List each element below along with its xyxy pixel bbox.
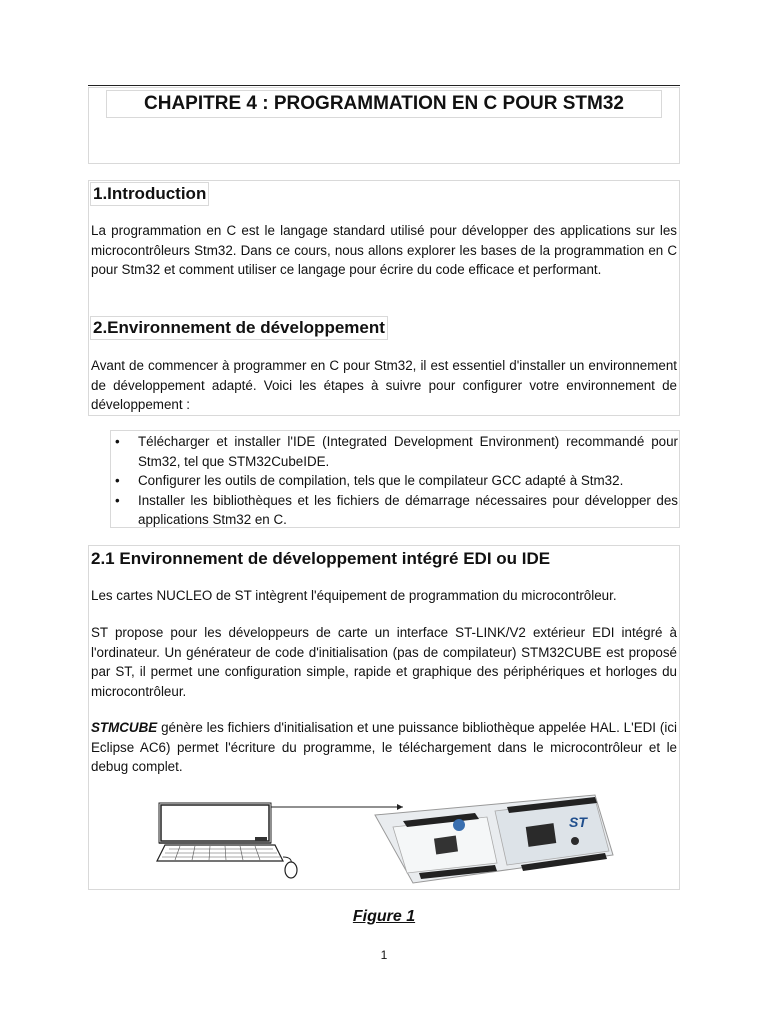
nucleo-board-image — [375, 795, 613, 883]
ide-paragraph-2: ST propose pour les développeurs de carte un interface ST-LINK/V2 extérieur EDI intégré à l'ordinateur. Un générateur de code d'initialisation (pas de compilateur) STM32CUBE est proposé par ST, il permet une configuration simple, rapide et graphique des périphériques et horloges du microcontrôleur. — [91, 625, 677, 699]
chapter-title: CHAPITRE 4 : PROGRAMMATION EN C POUR STM32 — [106, 90, 662, 118]
computer-icon — [157, 803, 297, 878]
ide-paragraph-1: Les cartes NUCLEO de ST intègrent l'équipement de programmation du microcontrôleur. — [91, 588, 617, 603]
bullet-icon: • — [115, 473, 120, 488]
env-paragraph: Avant de commencer à programmer en C pour Stm32, il est essentiel d'installer un environnement de développement adapté. Voici les étapes à suivre pour configurer votre environnement de développement : — [91, 358, 677, 412]
env-heading: 2.Environnement de développement — [90, 316, 388, 340]
list-item: • Télécharger et installer l'IDE (Integrated Development Environment) recommandé pour Stm32, tel que STM32CubeIDE. — [115, 434, 678, 469]
figure-caption: Figure 1 — [352, 908, 416, 925]
bullet-icon: • — [115, 434, 120, 449]
ide-heading: 2.1 Environnement de développement intégré EDI ou IDE — [91, 549, 551, 568]
st-logo: ST — [569, 814, 587, 830]
setup-steps-list — [112, 432, 678, 530]
list-item: • Configurer les outils de compilation, tels que le compilateur GCC adapté à Stm32. — [112, 471, 678, 491]
page-number: 1 — [380, 948, 388, 962]
stmcube-term: STMCUBE — [91, 720, 158, 735]
bullet-icon: • — [115, 492, 120, 508]
header-rule — [88, 85, 680, 86]
ide-paragraph-3: STMCUBE génère les fichiers d'initialisation et une puissance bibliothèque appelée HAL. L'EDI (ici Eclipse AC6) permet l'écriture du programme, le téléchargement dans le microcontrôleur et le debug complet. — [91, 720, 677, 774]
figure-pc-to-nucleo — [135, 785, 635, 895]
intro-paragraph: La programmation en C est le langage standard utilisé pour développer des applications sur les microcontrôleurs Stm32. Dans ce cours, nous allons explorer les bases de la programmation en C pour Stm32 et comment utiliser ce langage pour écrire du code efficace et performant. — [91, 223, 677, 277]
intro-heading: 1.Introduction — [90, 182, 209, 206]
list-item: • Installer les bibliothèques et les fichiers de démarrage nécessaires pour développer des applications Stm32 en C. — [115, 492, 678, 527]
